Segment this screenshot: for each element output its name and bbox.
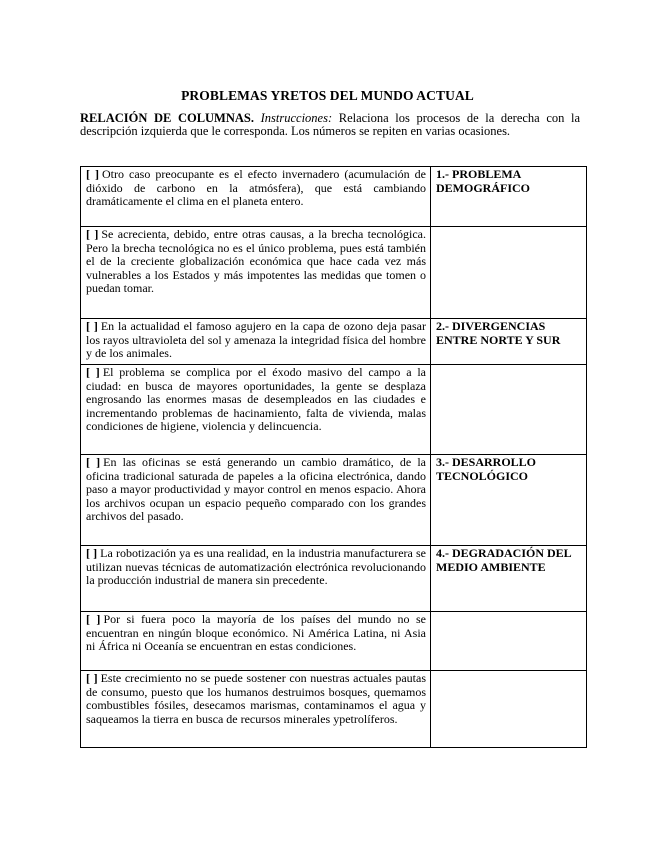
table-row — [81, 365, 587, 455]
table-row — [81, 455, 587, 546]
answer-cell — [431, 612, 587, 671]
page-title: PROBLEMAS YRETOS DEL MUNDO ACTUAL — [181, 88, 474, 103]
description-text: La robotización ya es una realidad, en la industria manufacturera se utilizan nuevas técnicas de automatización electrónica revolucionando la producción industrial de manera sin precedente. — [86, 546, 427, 587]
answer-cell — [431, 365, 587, 455]
table-row — [81, 612, 587, 671]
instructions-text: Relaciona los procesos de la derecha con la descripción izquierda que le corresponda. Los números se repiten en varias ocasiones. — [80, 111, 581, 138]
answer-cell — [431, 671, 587, 748]
description-text: En las oficinas se está generando un cambio dramático, de la oficina tradicional saturada de papeles a la oficina electrónica, dando paso a mayor productividad y mayor control en menos espacio. Ahora los archivos ocupan un espacio pequeño comparado con los grandes archivos del pasado. — [86, 455, 426, 523]
description-text: Por si fuera poco la mayoría de los países del mundo no se encuentran en ningún bloque económico. Ni América Latina, ni Asia ni África ni Oceanía se encuentran en estas condiciones. — [86, 612, 426, 653]
description-cell — [81, 455, 431, 546]
instructions-lead: RELACIÓN DE COLUMNAS. — [80, 111, 254, 125]
answer-blank[interactable]: [ ] — [86, 319, 98, 333]
answer-cell — [431, 227, 587, 319]
answer-blank[interactable]: [ ] — [86, 546, 98, 560]
table-row — [81, 671, 587, 748]
answer-blank[interactable]: [ ] — [86, 365, 100, 379]
answer-cell: 3.- DESARROLLO TECNOLÓGICO — [431, 455, 587, 546]
answer-blank[interactable]: [ ] — [86, 612, 101, 626]
matching-table — [80, 166, 587, 748]
answer-blank[interactable]: [ ] — [86, 167, 100, 181]
instructions-label: Instrucciones: — [260, 111, 333, 125]
description-cell — [81, 612, 431, 671]
description-text: El problema se complica por el éxodo masivo del campo a la ciudad: en busca de mayores oportunidades, la gente se desplaza engrosando las enormes masas de desempleados en las ciudades e incrementando problemas de hacinamiento, falta de vivienda, malas condiciones de higiene, violencia y delincuencia. — [86, 365, 426, 433]
answer-cell: 1.- PROBLEMA DEMOGRÁFICO — [431, 167, 587, 227]
answer-cell: 4.- DEGRADACIÓN DEL MEDIO AMBIENTE — [431, 546, 587, 612]
answer-cell: 2.- DIVERGENCIAS ENTRE NORTE Y SUR — [431, 319, 587, 365]
description-cell — [81, 319, 431, 365]
description-cell — [81, 546, 431, 612]
answer-blank[interactable]: [ ] — [86, 671, 98, 685]
table-row — [81, 319, 587, 365]
instructions-paragraph — [80, 112, 580, 138]
table-row — [81, 167, 587, 227]
answer-blank[interactable]: [ ] — [86, 227, 99, 241]
table-row — [81, 546, 587, 612]
description-text: Este crecimiento no se puede sostener con nuestras actuales pautas de consumo, puesto que los humanos destruimos bosques, quemamos combustibles fósiles, desecamos marismas, contaminamos el agua y saqueamos la tierra en busca de recursos minerales ypetrolíferos. — [86, 671, 426, 726]
description-cell — [81, 365, 431, 455]
description-text: Otro caso preocupante es el efecto invernadero (acumulación de dióxido de carbono en la atmósfera), que está cambiando dramáticamente el clima en el planeta entero. — [86, 167, 426, 208]
description-text: Se acrecienta, debido, entre otras causas, a la brecha tecnológica. Pero la brecha tecnológica no es el único problema, pues está también el de la creciente globalización económica que hace cada vez más vulnerables a los Estados y más impotentes las medidas que tomen o puedan tomar. — [86, 227, 426, 295]
description-cell — [81, 227, 431, 319]
description-cell — [81, 167, 431, 227]
answer-blank[interactable]: [ ] — [86, 455, 101, 469]
description-text: En la actualidad el famoso agujero en la capa de ozono deja pasar los rayos ultravioleta del sol y amenaza la integridad física del hombre y de los animales. — [86, 319, 426, 360]
table-row — [81, 227, 587, 319]
description-cell — [81, 671, 431, 748]
